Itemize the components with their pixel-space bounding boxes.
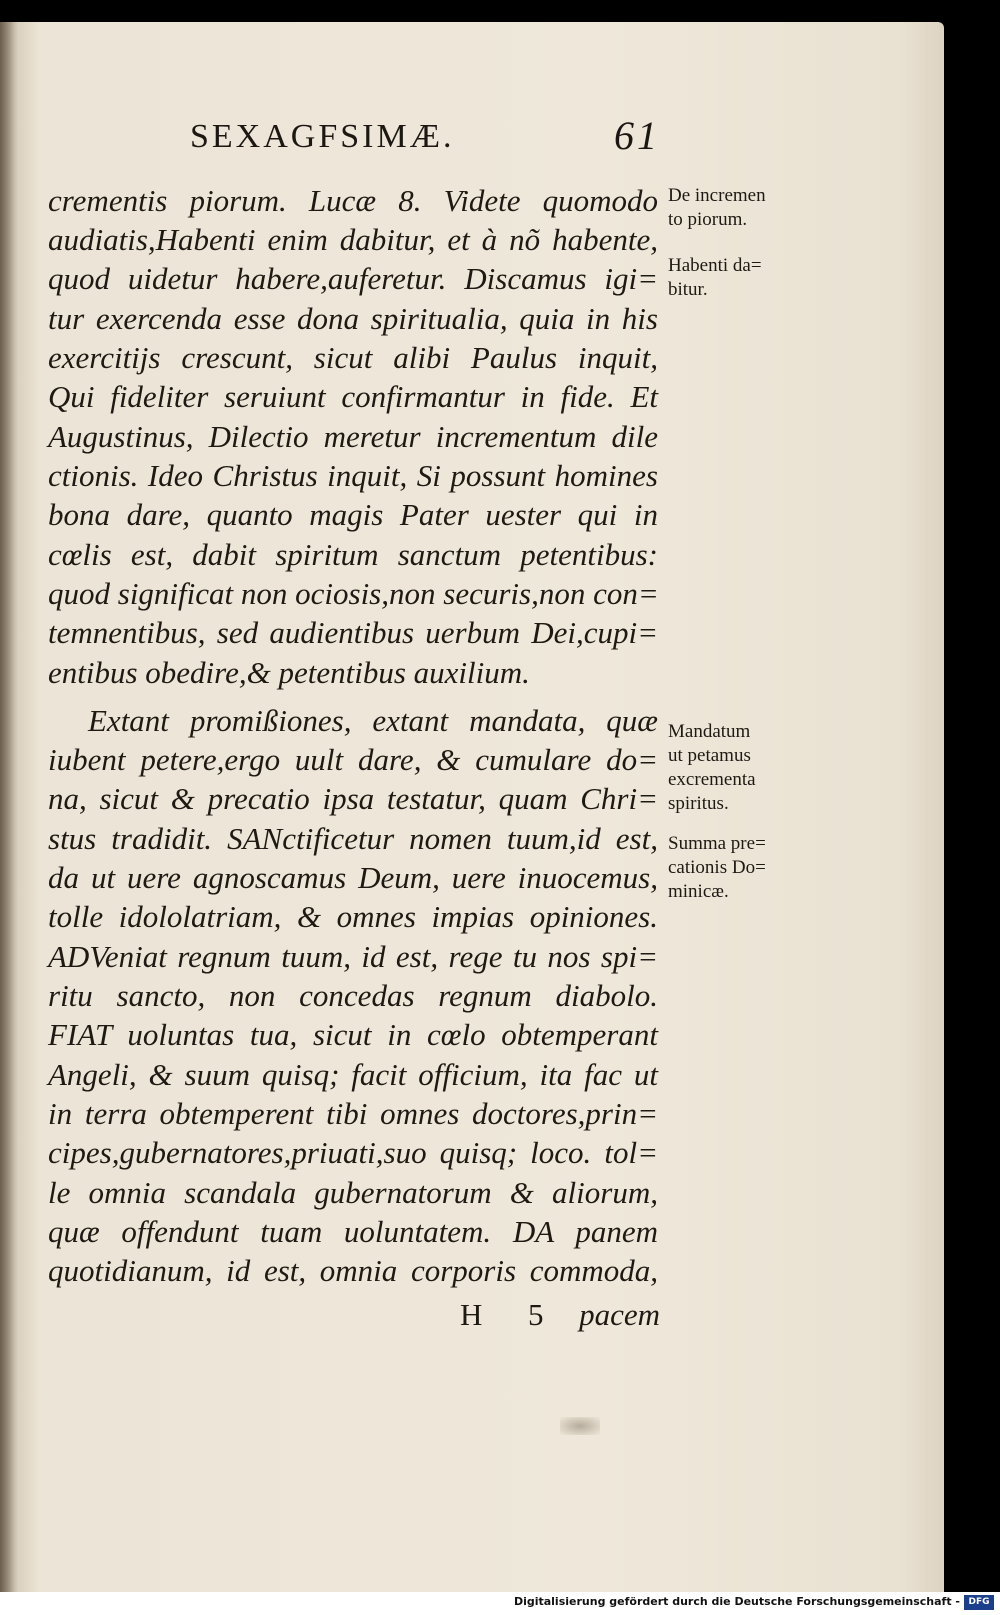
dfg-logo: DFG xyxy=(964,1595,994,1610)
text-line: ADVeniat regnum tuum, id est, rege tu nos spi= xyxy=(48,939,658,974)
catchline xyxy=(460,1297,660,1337)
text-line: bona dare, quanto magis Pater uester qui in xyxy=(48,497,658,532)
marginal-note-line: De incremen xyxy=(668,185,766,206)
text-line: ritu sancto, non concedas regnum diabolo. xyxy=(48,978,658,1013)
marginal-note-line: bitur. xyxy=(668,279,708,300)
marginal-note-line: cationis Do= xyxy=(668,857,766,878)
text-line: Angeli, & suum quisq; facit officium, ita fac ut xyxy=(48,1057,658,1092)
text-line: tolle idololatriam, & omnes impias opiniones. xyxy=(48,899,658,934)
text-line: quod significat non ociosis,non securis,non con= xyxy=(48,576,659,611)
marginal-note-line: to piorum. xyxy=(668,209,748,230)
text-line: Extant promißiones, extant mandata, quæ xyxy=(88,703,658,738)
text-line: le omnia scandala gubernatorum & aliorum, xyxy=(48,1175,658,1210)
text-line: quæ offendunt tuam uoluntatem. DA panem xyxy=(48,1214,658,1249)
text-line: crementis piorum. Lucæ 8. Videte quomodo xyxy=(48,183,658,218)
digitization-footer xyxy=(0,1592,1000,1615)
text-line: audiatis,Habenti enim dabitur, et à nõ habente, xyxy=(48,222,658,257)
text-line: quotidianum, id est, omnia corporis commoda, xyxy=(48,1253,658,1288)
marginal-note-1 xyxy=(668,184,818,232)
text-line: Augustinus, Dilectio meretur incrementum dile xyxy=(48,419,658,454)
signature-mark: H xyxy=(460,1297,483,1332)
marginal-note-line: spiritus. xyxy=(668,793,729,814)
text-line: cipes,gubernatores,priuati,suo quisq; loco. tol= xyxy=(48,1135,658,1170)
marginal-note-2 xyxy=(668,254,818,302)
text-line: temnentibus, sed audientibus uerbum Dei,cupi= xyxy=(48,615,658,650)
text-line: tur exercenda esse dona spiritualia, quia in his xyxy=(48,301,658,336)
book-page xyxy=(0,22,944,1592)
marginal-note-line: ut petamus xyxy=(668,745,751,766)
marginal-note-line: Summa pre= xyxy=(668,833,766,854)
running-head-title: SEXAGFSIMÆ. xyxy=(190,118,455,155)
text-line: in terra obtemperent tibi omnes doctores,prin= xyxy=(48,1096,658,1131)
text-line: Qui fideliter seruiunt confirmantur in fide. Et xyxy=(48,379,658,414)
catchword: pacem xyxy=(579,1297,660,1332)
ink-bleed-mark xyxy=(560,1417,600,1435)
text-line: FIAT uoluntas tua, sicut in cœlo obtemperant xyxy=(48,1017,658,1052)
text-line: entibus obedire,& petentibus auxilium. xyxy=(48,655,530,690)
text-line: quod uidetur habere,auferetur. Discamus igi= xyxy=(48,261,658,296)
funding-credit: Digitalisierung gefördert durch die Deutsche Forschungsgemeinschaft - xyxy=(513,1595,960,1608)
marginal-note-line: Mandatum xyxy=(668,721,751,742)
text-line: cœlis est, dabit spiritum sanctum petentibus: xyxy=(48,537,658,572)
marginal-note-4 xyxy=(668,832,818,904)
marginal-note-3 xyxy=(668,720,818,816)
text-line: na, sicut & precatio ipsa testatur, quam Chri= xyxy=(48,781,658,816)
running-head xyxy=(190,113,660,164)
marginal-note-line: excrementa xyxy=(668,769,756,790)
spine-shadow xyxy=(0,22,18,1592)
signature-number: 5 xyxy=(528,1297,544,1332)
marginal-note-line: minicæ. xyxy=(668,881,729,902)
text-line: exercitijs crescunt, sicut alibi Paulus inquit, xyxy=(48,340,658,375)
text-line: stus tradidit. SANctificetur nomen tuum,id est, xyxy=(48,821,658,856)
marginal-note-line: Habenti da= xyxy=(668,255,762,276)
text-line: ctionis. Ideo Christus inquit, Si possunt homines xyxy=(48,458,658,493)
text-line: da ut uere agnoscamus Deum, uere inuocemus, xyxy=(48,860,658,895)
page-number: 61 xyxy=(614,113,660,158)
text-line: iubent petere,ergo uult dare, & cumulare do= xyxy=(48,742,658,777)
